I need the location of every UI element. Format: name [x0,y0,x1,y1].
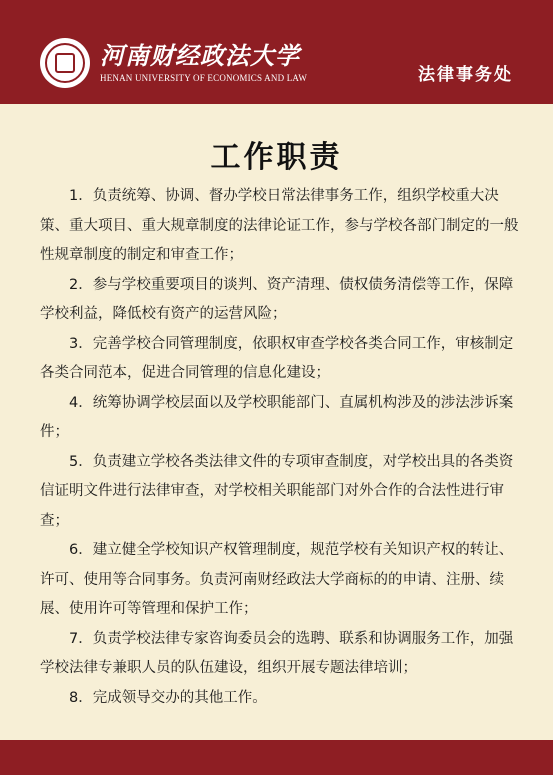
logo-seal-icon [45,43,85,83]
duty-item-2: 2．参与学校重要项目的谈判、资产清理、债权债务清偿等工作，保障学校利益，降低校有资产的运营风险； [40,276,514,322]
duties-list [40,182,519,713]
university-brand [100,42,307,84]
logo-glyph-icon [55,53,75,73]
university-logo [40,38,90,88]
department-name: 法律事务处 [418,65,513,85]
duty-item-3: 3．完善学校合同管理制度，依职权审查学校各类合同工作，审核制定各类合同范本，促进合同管理的信息化建设； [40,335,514,381]
page-title: 工作职责 [210,140,343,175]
footer-banner [0,740,553,775]
duty-item-6: 6．建立健全学校知识产权管理制度，规范学校有关知识产权的转让、许可、使用等合同事务。负责河南财经政法大学商标的的申请、注册、续展、使用许可等管理和保护工作； [40,542,514,617]
university-name-en: HENAN UNIVERSITY OF ECONOMICS AND LAW [100,73,308,83]
duty-item-7: 7．负责学校法律专家咨询委员会的选聘、联系和协调服务工作，加强学校法律专兼职人员的队伍建设，组织开展专题法律培训； [40,630,514,676]
header-banner [0,0,553,104]
duty-item-8: 8．完成领导交办的其他工作。 [69,689,267,706]
duty-item-1: 1．负责统筹、协调、督办学校日常法律事务工作，组织学校重大决策、重大项目、重大规章制度的法律论证工作，参与学校各部门制定的一般性规章制度的制定和审查工作； [40,188,519,263]
duty-item-5: 5．负责建立学校各类法律文件的专项审查制度，对学校出具的各类资信证明文件进行法律审查，对学校相关职能部门对外合作的合法性进行审查； [40,453,514,529]
duty-item-4: 4．统筹协调学校层面以及学校职能部门、直属机构涉及的涉法涉诉案件； [40,394,514,440]
university-name-cn: 河南财经政法大学 [100,41,300,70]
